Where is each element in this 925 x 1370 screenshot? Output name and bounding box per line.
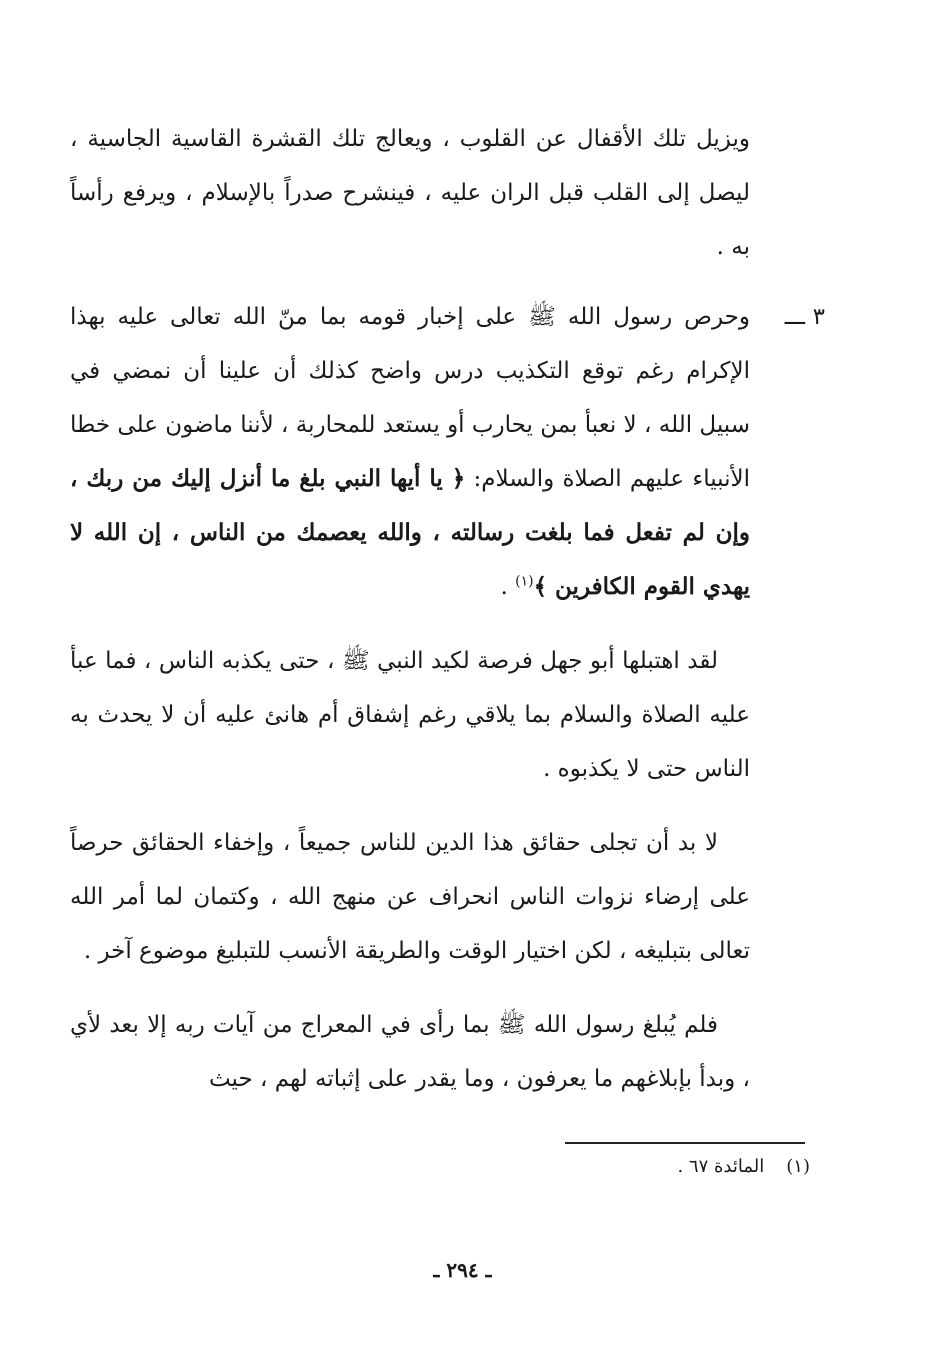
paragraph-1: ويزيل تلك الأقفال عن القلوب ، ويعالج تلك القشرة القاسية الجاسية ، ليصل إلى القلب قبل الران عليه ، فينشرح صدراً بالإسلام ، ويرفع رأساً به . [70,126,750,260]
footnote-number: (١) [786,1156,810,1177]
page-body [70,112,825,1106]
footnote [677,1152,810,1182]
numbered-item-3 [70,290,825,614]
item-3-text [70,290,750,614]
paragraph-4: فلم يُبلغ رسول الله ﷺ بما رأى في المعراج من آيات ربه إلا بعد لأي ، وبدأ بإبلاغهم ما يعرفون ، وما يقدر على إثباته لهم ، حيث [70,1012,750,1092]
footnote-text: المائدة ٦٧ . [677,1156,765,1177]
footnote-ref: (١) [515,573,534,590]
page-number: ـ ٢٩٤ ـ [433,1258,492,1282]
item-3-body: وحرص رسول الله ﷺ على إخبار قومه بما منّ الله تعالى عليه بهذا الإكرام رغم توقع التكذيب درس واضح كذلك أن علينا أن نمضي في سبيل الله ، لا نعبأ بمن يحارب أو يستعد للمحاربة ، لأننا ماضون على خطا الأنبياء عليهم الصلاة والسلام: [70,304,750,492]
paragraph-2: لقد اهتبلها أبو جهل فرصة لكيد النبي ﷺ ، حتى يكذبه الناس ، فما عبأ عليه الصلاة والسلام بما يلاقي رغم إشفاق أم هانئ عليه أن لا يحدث به الناس حتى لا يكذبوه . [70,648,750,782]
quran-quote: ﴿ يا أيها النبي بلغ ما أنزل إليك من ربك ، وإن لم تفعل فما بلغت رسالته ، والله يعصمك من الناس ، إن الله لا يهدي القوم الكافرين ﴾ [70,465,750,600]
item-3-end: . [500,574,516,600]
paragraph-3: لا بد أن تجلى حقائق هذا الدين للناس جميعاً ، وإخفاء الحقائق حرصاً على إرضاء نزوات الناس انحراف عن منهج الله ، وكتمان لما أمر الله تعالى بتبليغه ، لكن اختيار الوقت والطريقة الأنسب للتبليغ موضوع آخر . [70,830,750,964]
item-number: ٣ [812,304,825,330]
item-dash: ـــ [784,304,805,330]
footnote-divider [565,1142,805,1144]
